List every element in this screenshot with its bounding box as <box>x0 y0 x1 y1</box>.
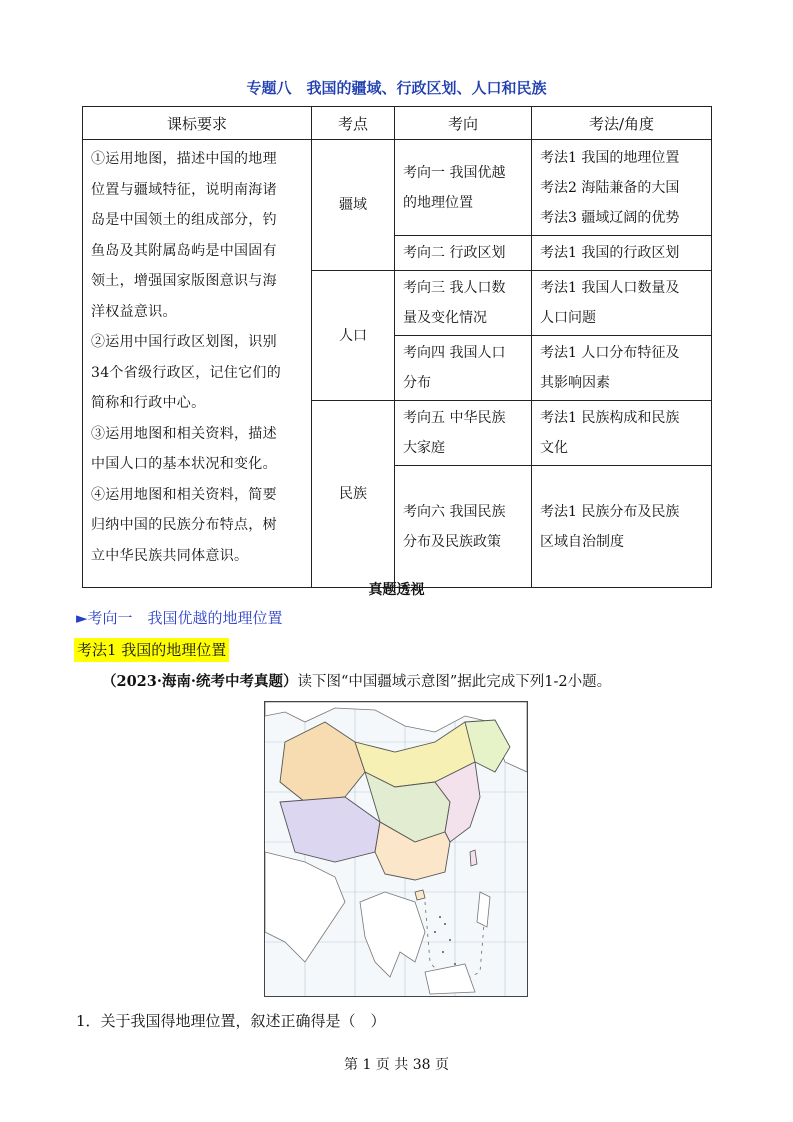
direction-heading: ►考向一 我国优越的地理位置 <box>76 609 283 627</box>
requirement-line: ①运用地图，描述中国的地理 <box>91 151 277 167</box>
requirement-line: 洋权益意识。 <box>91 303 177 320</box>
requirement-line: 34个省级行政区，记住它们的 <box>91 364 282 381</box>
requirement-cell <box>83 140 312 588</box>
page-footer: 第 1 页 共 38 页 <box>344 1057 449 1073</box>
requirement-line: 立中华民族共同体意识。 <box>91 547 249 564</box>
direction-4: 考向四 我国人口 分布 <box>395 336 532 401</box>
method-2: 考法1 我国的行政区划 <box>532 236 712 271</box>
curriculum-table <box>82 106 712 588</box>
map-borneo <box>425 964 475 994</box>
map-philippines <box>477 892 490 927</box>
method-5: 考法1 民族构成和民族 文化 <box>532 401 712 466</box>
map-xinjiang <box>280 722 365 802</box>
direction-1: 考向一 我国优越 的地理位置 <box>395 140 532 236</box>
point-population: 人口 <box>312 271 395 401</box>
header-exam-point: 考点 <box>312 107 395 140</box>
header-method: 考法/角度 <box>532 107 712 140</box>
method-1: 考法1 我国的地理位置 考法2 海陆兼备的大国 考法3 疆域辽阔的优势 <box>532 140 712 236</box>
requirement-line: ④运用地图和相关资料，简要 <box>91 486 277 503</box>
direction-6: 考向六 我国民族 分布及民族政策 <box>395 466 532 588</box>
map-south-sea-islands <box>434 916 456 965</box>
map-southeast-asia <box>360 892 425 977</box>
map-tibet <box>280 797 380 862</box>
requirement-line: 岛是中国领土的组成部分，钓 <box>91 212 277 228</box>
requirement-line: 领土，增强国家版图意识与海 <box>91 273 277 289</box>
requirement-line: 中国人口的基本状况和变化。 <box>91 456 277 472</box>
requirement-line: 鱼岛及其附属岛屿是中国固有 <box>91 242 277 259</box>
header-direction: 考向 <box>395 107 532 140</box>
requirement-line: 位置与疆域特征，说明南海诸 <box>91 181 277 198</box>
point-territory: 疆域 <box>312 140 395 271</box>
page-title: 专题八 我国的疆域、行政区划、人口和民族 <box>246 79 547 97</box>
china-map-illustration <box>265 702 527 996</box>
question-source: （2023·海南·统考中考真题） <box>102 673 298 690</box>
method-6: 考法1 民族分布及民族 区域自治制度 <box>532 466 712 588</box>
section-heading: 真题透视 <box>368 582 425 598</box>
question-intro <box>102 670 611 691</box>
table-header-row <box>83 107 712 140</box>
china-map-figure <box>264 701 528 997</box>
direction-2: 考向二 行政区划 <box>395 236 532 271</box>
table-row <box>83 140 712 236</box>
requirement-line: 简称和行政中心。 <box>91 395 206 411</box>
header-requirements: 课标要求 <box>83 107 312 140</box>
method-4: 考法1 人口分布特征及 其影响因素 <box>532 336 712 401</box>
requirement-line: 归纳中国的民族分布特点，树 <box>91 517 277 533</box>
requirement-line: ③运用地图和相关资料，描述 <box>91 425 277 442</box>
requirement-line: ②运用中国行政区划图，识别 <box>91 334 277 350</box>
direction-5: 考向五 中华民族 大家庭 <box>395 401 532 466</box>
question-intro-text: 读下图“中国疆域示意图”据此完成下列1-2小题。 <box>297 674 612 690</box>
point-ethnicity: 民族 <box>312 401 395 588</box>
map-taiwan <box>470 850 477 866</box>
map-hainan <box>415 890 425 900</box>
method-3: 考法1 我国人口数量及 人口问题 <box>532 271 712 336</box>
method-heading: 考法1 我国的地理位置 <box>74 638 229 662</box>
map-india <box>265 852 345 962</box>
direction-3: 考向三 我人口数 量及变化情况 <box>395 271 532 336</box>
question-1: 1．关于我国得地理位置，叙述正确得是（ ） <box>76 1012 386 1030</box>
